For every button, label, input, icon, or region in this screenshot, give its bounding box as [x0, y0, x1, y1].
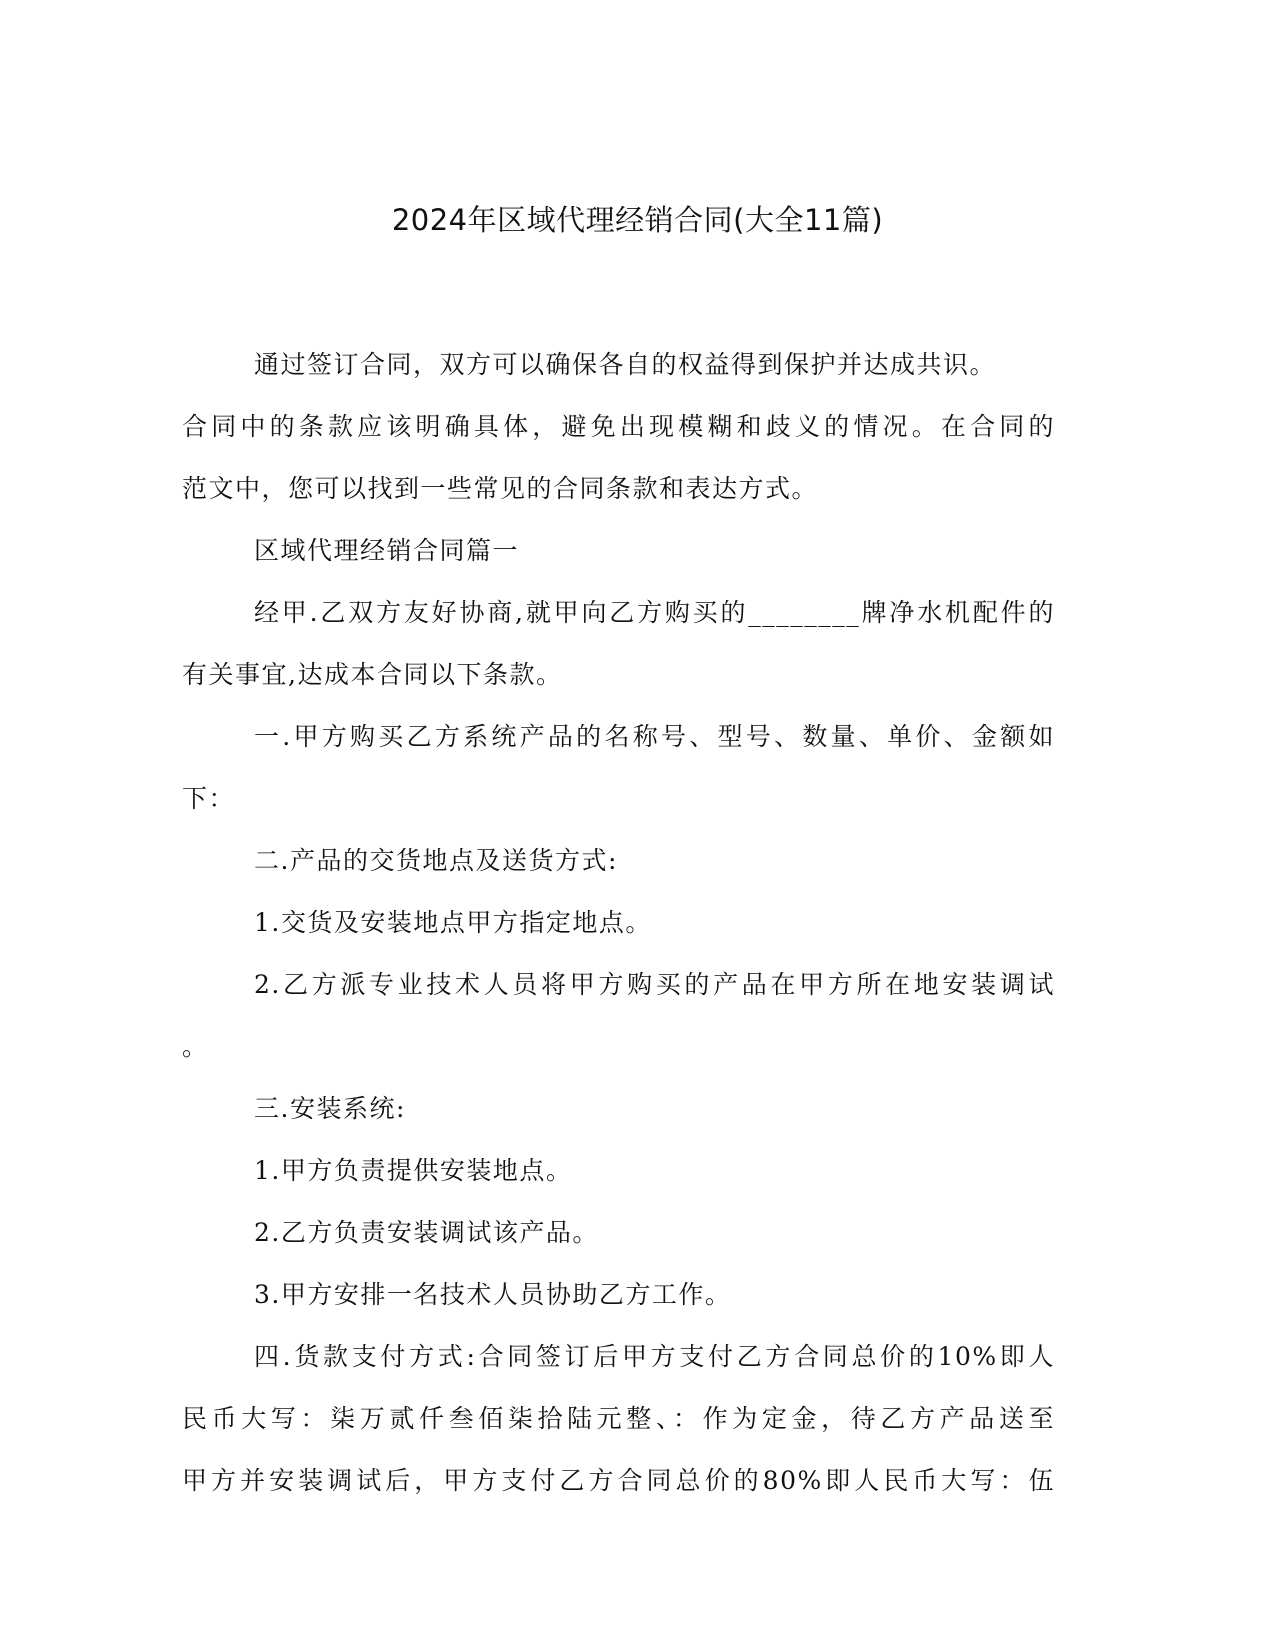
body-line: 范文中，您可以找到一些常见的合同条款和表达方式。	[182, 474, 819, 503]
body-line: 一.甲方购买乙方系统产品的名称号、型号、数量、单价、金额如	[254, 722, 1055, 751]
body-line: 2.乙方派专业技术人员将甲方购买的产品在甲方所在地安装调试	[254, 970, 1055, 999]
body-line: 有关事宜,达成本合同以下条款。	[182, 660, 563, 689]
body-line: 下：	[182, 784, 236, 813]
section-heading: 区域代理经销合同篇一	[254, 536, 520, 565]
body-line: 合同中的条款应该明确具体，避免出现模糊和歧义的情况。在合同的	[182, 412, 1055, 441]
document-title: 2024年区域代理经销合同(大全11篇)	[391, 203, 884, 237]
body-line: 3.甲方安排一名技术人员协助乙方工作。	[254, 1280, 732, 1309]
body-line: 民币大写：柒万贰仟叁佰柒拾陆元整、：作为定金，待乙方产品送至	[182, 1404, 1055, 1433]
body-line: 甲方并安装调试后，甲方支付乙方合同总价的80%即人民币大写：伍	[182, 1466, 1055, 1495]
body-line: 通过签订合同，双方可以确保各自的权益得到保护并达成共识。	[254, 350, 997, 379]
body-line: 三.安装系统:	[254, 1094, 406, 1123]
body-line: 经甲.乙双方友好协商,就甲向乙方购买的________牌净水机配件的	[254, 598, 1055, 627]
document-body	[182, 334, 1055, 1512]
body-line: 二.产品的交货地点及送货方式:	[254, 846, 618, 875]
body-line: 。	[182, 1032, 209, 1061]
body-line: 1.甲方负责提供安装地点。	[254, 1156, 573, 1185]
body-line: 1.交货及安装地点甲方指定地点。	[254, 908, 652, 937]
body-line: 2.乙方负责安装调试该产品。	[254, 1218, 599, 1247]
body-line: 四.货款支付方式:合同签订后甲方支付乙方合同总价的10%即人	[254, 1342, 1055, 1371]
